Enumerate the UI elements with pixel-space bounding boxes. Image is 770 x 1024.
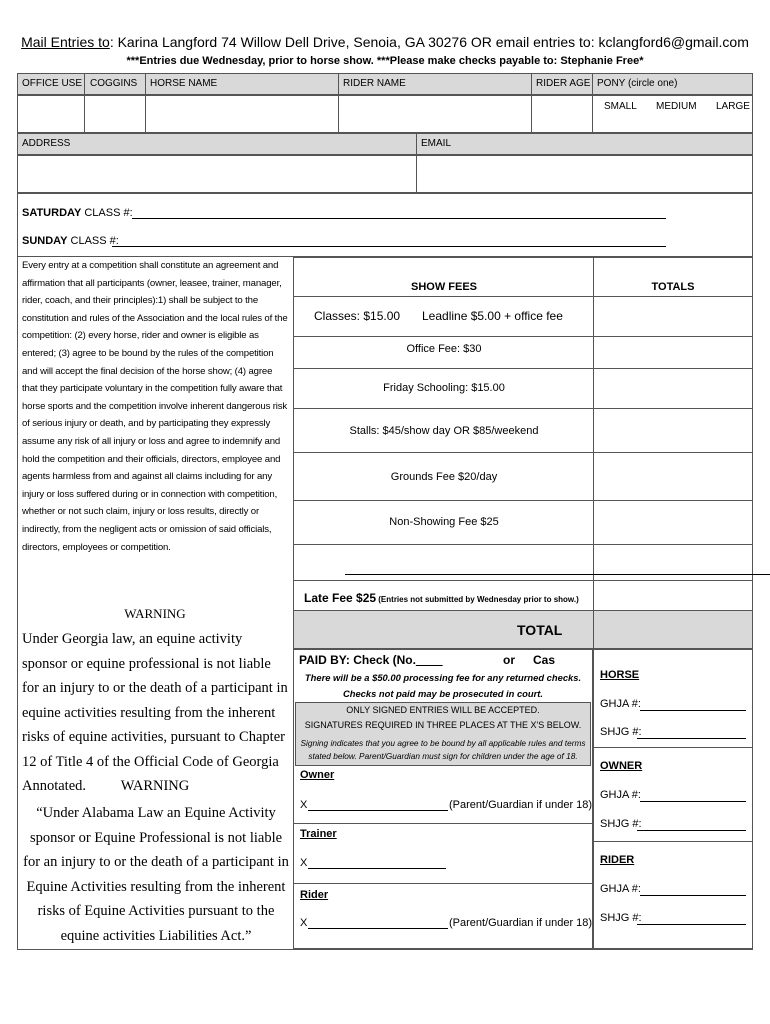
classes-fee: Classes: $15.00 <box>314 309 401 323</box>
horse-name-label: HORSE NAME <box>150 78 218 89</box>
warning-title-georgia: WARNING <box>124 606 186 621</box>
owner-guardian-note: (Parent/Guardian if under 18) <box>449 799 593 811</box>
leadline-fee: Leadline $5.00 + office fee <box>422 309 563 323</box>
subtotal-line <box>345 574 770 575</box>
check-number-input[interactable]: ____ <box>415 653 443 667</box>
total-label: TOTAL <box>517 622 563 638</box>
rider-shjg-input[interactable] <box>637 924 746 925</box>
rider-x-label: X <box>300 917 308 929</box>
rider-ghja-input[interactable] <box>640 895 746 896</box>
coggins-label: COGGINS <box>90 78 138 89</box>
trainer-signature-line[interactable] <box>308 868 446 869</box>
rider-membership-label: RIDER <box>600 854 635 866</box>
paid-by-label: PAID BY: Check (No. <box>299 653 416 667</box>
rider-age-field[interactable] <box>532 96 591 132</box>
signing-terms-note: Signing indicates that you agree to be bound by all applicable rules and terms stated below. Parent/Guardian must sign for children under the age of 18. <box>300 738 586 761</box>
rider-name-field[interactable] <box>339 96 530 132</box>
pony-large-option[interactable]: LARGE <box>716 101 750 112</box>
office-fee: Office Fee: $30 <box>406 343 482 355</box>
rider-age-label: RIDER AGE <box>536 78 591 89</box>
horse-name-field[interactable] <box>146 96 337 132</box>
pony-label: PONY (circle one) <box>597 78 678 89</box>
owner-ghja-input[interactable] <box>640 801 746 802</box>
horse-shjg-input[interactable] <box>637 738 746 739</box>
horse-shjg-label: SHJG #: <box>600 726 642 738</box>
non-showing-total-field[interactable] <box>594 501 752 543</box>
show-fees-header: SHOW FEES <box>410 281 477 293</box>
horse-ghja-input[interactable] <box>640 710 746 711</box>
rider-signature-label: Rider <box>300 889 329 901</box>
grounds-fee: Grounds Fee $20/day <box>390 471 498 483</box>
office-use-label: OFFICE USE <box>22 78 83 89</box>
agreement-text: Every entry at a competition shall constitute an agreement and affirmation that all participants (owner, leasee, trainer, manager, rider, coach, and their principles):1) shall be subject to the constitution and rules of the Association and the local rules of the competition: (2) every horse, rider and owner is eligible as entered; (3) agree to be bound by the rules of the competition and will accept the final decision of the horse show; (4) agree that they participate voluntary in the competition fully aware that horse sports and the competition involve inherent dangerous risk of serious injury or death, and by participating they expressly assume any risk of all injury or loss and agree to indemnify and hold the competition and their officials, directors, employee and agents harmless from and against all claims including for any injury or loss suffered during or in connection with competition, whether or not such claim, injury or loss results, directly or indirectly, from the negligent acts or omission of said officials, directors, employees or competition. <box>22 260 288 553</box>
mail-address: : Karina Langford 74 Willow Dell Drive, Senoia, GA 30276 OR email entries to: kclangford6@gmail.com <box>109 34 749 50</box>
trainer-signature-label: Trainer <box>300 828 337 840</box>
warning-title-alabama: WARNING <box>120 778 190 794</box>
returned-check-note: There will be a $50.00 processing fee for any returned checks. <box>304 672 582 683</box>
office-use-field[interactable] <box>18 96 83 132</box>
sunday-label: SUNDAY <box>22 235 68 247</box>
stalls-total-field[interactable] <box>594 409 752 451</box>
owner-shjg-input[interactable] <box>637 830 746 831</box>
paid-by-line <box>299 653 443 667</box>
sunday-class-input[interactable] <box>112 246 666 247</box>
totals-header: TOTALS <box>651 281 695 293</box>
rider-signature-line[interactable] <box>308 928 448 929</box>
class-section <box>17 193 753 257</box>
horse-ghja-label: GHJA #: <box>600 698 641 710</box>
pony-medium-option[interactable]: MEDIUM <box>656 101 697 112</box>
saturday-label: SATURDAY <box>22 207 82 219</box>
warning-text-georgia: Under Georgia law, an equine activity sponsor or equine professional is not liable for an injury to or the death of a participant in equine activities resulting from the inherent risks of equine activities, pursuant to Chapter 12 of Title 4 of the Official Code of Georgia Annotated. <box>22 631 288 794</box>
owner-x-label: X <box>300 799 308 811</box>
saturday-class-input[interactable] <box>132 218 666 219</box>
or-label: or <box>503 653 515 667</box>
owner-ghja-label: GHJA #: <box>600 789 641 801</box>
stalls-fee: Stalls: $45/show day OR $85/weekend <box>349 425 539 437</box>
horse-membership-label: HORSE <box>600 669 640 681</box>
late-fee: Late Fee $25 <box>304 591 377 605</box>
pony-small-option[interactable]: SMALL <box>604 101 637 112</box>
address-label: ADDRESS <box>22 138 71 149</box>
owner-membership-label: OWNER <box>600 760 643 772</box>
cash-option[interactable]: Cas <box>533 653 556 667</box>
rider-name-label: RIDER NAME <box>343 78 406 89</box>
office-total-field[interactable] <box>594 337 752 367</box>
grand-total-field[interactable] <box>594 611 752 648</box>
address-field[interactable] <box>18 156 415 192</box>
signed-entries-notice: ONLY SIGNED ENTRIES WILL BE ACCEPTED. <box>346 705 540 715</box>
due-note: ***Entries due Wednesday, prior to horse show. ***Please make checks payable to: Stephanie Free* <box>126 55 644 67</box>
rider-shjg-label: SHJG #: <box>600 912 642 924</box>
friday-schooling-fee: Friday Schooling: $15.00 <box>383 382 505 394</box>
email-field[interactable] <box>417 156 752 192</box>
classes-total-field[interactable] <box>594 297 752 335</box>
mail-label: Mail Entries to <box>21 34 110 50</box>
owner-signature-label: Owner <box>300 769 335 781</box>
owner-shjg-label: SHJG #: <box>600 818 642 830</box>
signatures-required-notice: SIGNATURES REQUIRED IN THREE PLACES AT THE X'S BELOW. <box>304 720 582 730</box>
rider-guardian-note: (Parent/Guardian if under 18) <box>449 917 593 929</box>
late-fee-note: (Entries not submitted by Wednesday prior to show.) <box>376 595 579 604</box>
unpaid-check-note: Checks not paid may be prosecuted in court. <box>342 688 544 699</box>
email-label: EMAIL <box>421 138 452 149</box>
warning-text-alabama: “Under Alabama Law an Equine Activity sponsor or Equine Professional is not liable for an injury to or the death of a participant in Equine Activities resulting from the inherent risks of Equine Activities pursuant to the equine activities Liabilities Act.” <box>23 805 289 944</box>
grounds-total-field[interactable] <box>594 453 752 499</box>
sunday-class-line: SUNDAY CLASS #: <box>22 235 119 247</box>
non-showing-fee: Non-Showing Fee $25 <box>389 516 499 528</box>
late-fee-line <box>304 589 579 607</box>
owner-signature-line[interactable] <box>308 810 448 811</box>
rider-ghja-label: GHJA #: <box>600 883 641 895</box>
friday-total-field[interactable] <box>594 369 752 407</box>
coggins-field[interactable] <box>85 96 144 132</box>
trainer-x-label: X <box>300 857 308 869</box>
saturday-class-line: SATURDAY CLASS #: <box>22 207 133 219</box>
mail-entries-line <box>0 34 770 50</box>
